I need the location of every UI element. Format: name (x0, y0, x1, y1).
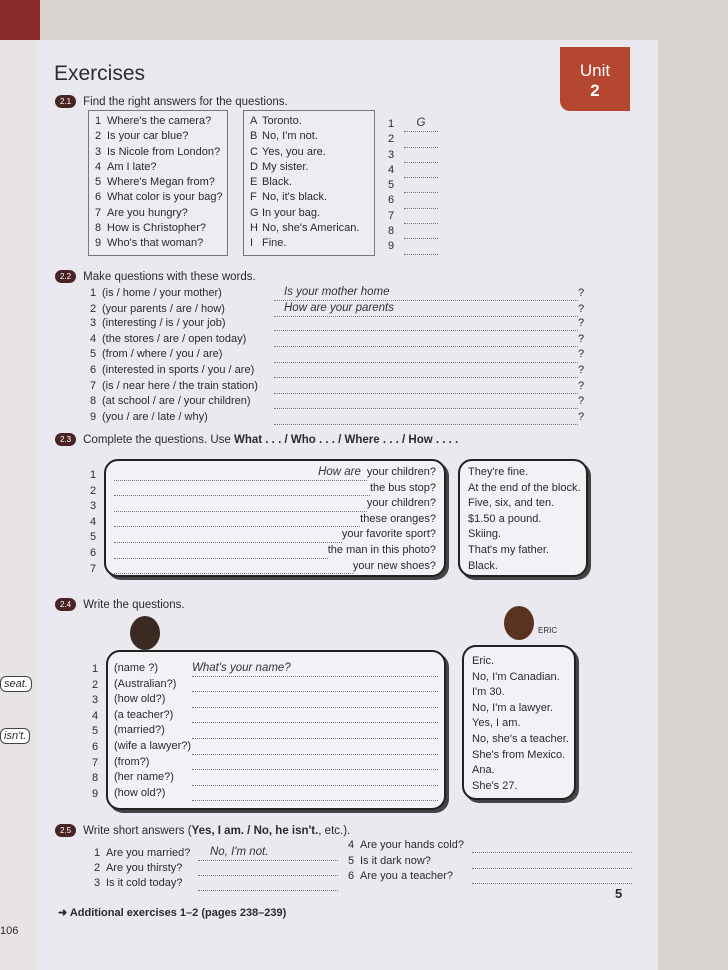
reply-text: No, I'm a lawyer. (472, 701, 553, 714)
prompt-text: (wife a lawyer?) (114, 739, 192, 752)
prompt-row (90, 363, 584, 379)
answer-text: In your bag. (262, 206, 321, 219)
line-number: 1 (92, 663, 99, 675)
prompt-row (90, 347, 584, 363)
answer-blank[interactable] (192, 739, 438, 755)
question-mark: ? (578, 317, 585, 330)
item-number: 4 (388, 163, 395, 176)
question-text: Is your car blue? (107, 130, 189, 143)
prompt-row (90, 285, 584, 301)
prompt-text: (at school / are / your children) (102, 395, 251, 408)
line-number: 5 (92, 725, 99, 738)
line-number: 6 (92, 740, 99, 753)
prompt-row (90, 332, 584, 348)
prompt-row (114, 786, 438, 802)
answer-letter: C (250, 145, 258, 158)
question-line (114, 559, 436, 575)
item-number: 1 (90, 287, 97, 299)
reply-text: Eric. (472, 655, 494, 667)
item-number: 3 (95, 145, 102, 158)
question-text: Are you thirsty? (106, 861, 183, 874)
question-line (114, 496, 436, 512)
match-row (388, 148, 438, 163)
answer-blank[interactable] (114, 496, 367, 512)
answer-blank[interactable]: No, I'm not. (198, 845, 338, 861)
answer-letter: E (250, 176, 258, 189)
reply-text: No, I'm Canadian. (472, 670, 560, 683)
instruction-tail: , etc.). (318, 824, 351, 837)
answer-blank[interactable] (472, 883, 632, 884)
answer-letter: F (250, 191, 257, 204)
prompt-text: (name ?) (114, 662, 159, 674)
reply-text: Ana. (472, 764, 495, 777)
question-mark: ? (578, 395, 585, 408)
instruction: Make questions with these words. (83, 270, 256, 283)
answer-blank[interactable]: What's your name? (192, 661, 438, 677)
answer-blank[interactable] (198, 890, 338, 891)
answer-blank[interactable] (192, 708, 438, 724)
instruction-bold: Yes, I am. / No, he isn't. (191, 824, 319, 837)
question-mark: ? (578, 410, 585, 423)
question-bubble (106, 650, 446, 810)
question-item (95, 129, 221, 144)
instruction: Write short answers ( (83, 824, 192, 837)
prompt-row (114, 755, 438, 771)
exercise-badge: 2.3 (55, 433, 76, 446)
instruction: Write the questions. (83, 598, 185, 611)
answer-blank[interactable]: G (404, 116, 438, 132)
question-item (95, 190, 221, 205)
question-item (95, 175, 221, 190)
prompt-text: (your parents / are / how) (102, 302, 225, 315)
answer-text: Black. (262, 176, 292, 189)
answer-blank[interactable] (404, 254, 438, 255)
reply-text: Black. (468, 559, 498, 572)
item-number: 5 (90, 348, 97, 361)
prompt-row (90, 394, 584, 410)
questions-box (88, 110, 228, 256)
prompt-row (114, 770, 438, 786)
reply-text: Skiing. (468, 528, 502, 541)
item-number: 4 (348, 839, 355, 851)
item-number: 2 (388, 133, 395, 146)
item-number: 1 (95, 115, 102, 127)
line-number: 6 (90, 546, 97, 559)
short-answers-col2 (348, 838, 632, 885)
item-number: 3 (94, 877, 101, 890)
question-ending: your children? (366, 466, 436, 478)
exercise-badge: 2.5 (55, 824, 76, 837)
prompt-text: (from / where / you / are) (102, 348, 223, 361)
question-mark: ? (578, 302, 585, 315)
instruction: Complete the questions. Use (83, 433, 234, 446)
reply-text: I'm 30. (472, 686, 505, 699)
answer-item (250, 145, 368, 160)
question-text: Is it cold today? (106, 877, 183, 890)
question-line (114, 512, 436, 528)
match-row (388, 132, 438, 147)
exercise-2-4 (55, 596, 185, 614)
prompt-text: (Australian?) (114, 677, 177, 690)
answer-letter: H (250, 222, 258, 235)
page-title: Exercises (54, 62, 146, 85)
short-answers-col1 (94, 845, 338, 892)
line-numbers (92, 662, 98, 802)
answer-blank[interactable]: How are (114, 465, 367, 481)
answer-item (250, 236, 368, 251)
match-row (388, 163, 438, 178)
reply-text: She's from Mexico. (472, 748, 566, 761)
question-item (95, 236, 221, 251)
left-page-number: 106 (0, 925, 19, 937)
answer-letter: G (250, 206, 259, 219)
match-row (388, 116, 438, 132)
answer-blank[interactable] (114, 512, 360, 528)
question-line (114, 527, 436, 543)
unit-label: Unit (579, 61, 611, 80)
item-number: 2 (94, 861, 101, 874)
page-number: 5 (615, 886, 623, 901)
answer-blank[interactable] (192, 786, 438, 802)
answer-blank[interactable] (114, 559, 353, 575)
item-number: 8 (388, 225, 395, 238)
exercise-badge: 2.2 (55, 270, 76, 283)
item-number: 8 (90, 395, 97, 408)
answer-letter: A (250, 115, 258, 127)
prompt-text: (married?) (114, 724, 165, 737)
item-number: 7 (90, 379, 97, 392)
answer-blank[interactable] (192, 677, 438, 693)
item-number: 3 (90, 317, 97, 330)
prompt-row (114, 708, 438, 724)
answer-text: Toronto. (262, 115, 302, 127)
question-item (95, 114, 221, 129)
prompt-text: (is / home / your mother) (102, 287, 222, 299)
exercise-badge: 2.4 (55, 598, 76, 611)
line-number: 9 (92, 787, 99, 800)
short-answer-row (348, 854, 632, 870)
short-answer-row (94, 845, 338, 861)
question-text: Are you married? (106, 847, 191, 859)
item-number: 3 (388, 148, 395, 161)
reply-text: That's my father. (468, 543, 549, 556)
line-number: 3 (92, 694, 99, 707)
matching-blanks (388, 116, 438, 255)
match-row (388, 239, 438, 254)
item-number: 5 (388, 179, 395, 192)
unit-number: 2 (590, 81, 600, 100)
prompt-row (90, 316, 584, 332)
reply-text: She's 27. (472, 779, 518, 792)
prompt-text: (the stores / are / open today) (102, 332, 247, 345)
item-number: 4 (90, 332, 97, 345)
question-mark: ? (578, 287, 585, 299)
prompt-row (114, 739, 438, 755)
answer-blank[interactable] (192, 723, 438, 739)
prompt-row (114, 661, 438, 677)
question-mark: ? (578, 379, 585, 392)
item-number: 6 (90, 363, 97, 376)
question-item (95, 160, 221, 175)
question-text: Are you a teacher? (360, 870, 453, 883)
item-number: 8 (95, 222, 102, 235)
match-row (388, 178, 438, 193)
answer-blank[interactable] (192, 770, 438, 786)
reply-text: $1.50 a pound. (468, 512, 542, 525)
question-ending: your children? (366, 497, 436, 510)
question-text: Is Nicole from London? (107, 145, 221, 158)
exercise-badge: 2.1 (55, 95, 76, 108)
woman-avatar-icon (130, 616, 160, 650)
item-number: 9 (95, 237, 102, 250)
exercise-2-1 (55, 93, 288, 111)
short-answer-row (94, 876, 338, 892)
left-page-fragment: seat. (0, 676, 32, 692)
answer-item (250, 190, 368, 205)
answer-blank[interactable] (114, 543, 328, 559)
question-line (114, 465, 436, 481)
prompt-row (114, 677, 438, 693)
answer-letter: B (250, 130, 258, 143)
prompt-text: (is / near here / the train station) (102, 379, 258, 392)
instruction-bold: What . . . / Who . . . / Where . . . / How . . . . (233, 433, 459, 446)
item-number: 6 (95, 191, 102, 204)
question-item (95, 145, 221, 160)
match-row (388, 224, 438, 239)
answer-blank[interactable] (192, 755, 438, 771)
item-number: 6 (388, 194, 395, 207)
question-item (95, 221, 221, 236)
line-numbers (90, 468, 96, 577)
answers-box (243, 110, 375, 256)
item-number: 1 (94, 847, 101, 859)
answer-item (250, 129, 368, 144)
additional-exercises-link: ➜ Additional exercises 1–2 (pages 238–239) (58, 907, 287, 919)
prompt-row (90, 410, 584, 426)
item-number: 6 (348, 870, 355, 883)
item-number: 2 (95, 130, 102, 143)
prompt-list (90, 285, 584, 425)
answer-text: Fine. (262, 237, 287, 250)
question-line (114, 543, 436, 559)
reply-bubble (462, 645, 576, 800)
answer-blank[interactable]: How are your parents (274, 301, 578, 317)
answer-item (250, 206, 368, 221)
line-number: 2 (92, 678, 99, 691)
match-row (388, 193, 438, 208)
prompt-row (90, 301, 584, 317)
question-text: Where's the camera? (107, 115, 212, 127)
exercise-2-3 (55, 431, 458, 449)
prompt-row (114, 723, 438, 739)
question-ending: your new shoes? (352, 559, 436, 572)
item-number: 4 (95, 160, 102, 173)
line-number: 7 (92, 756, 99, 769)
prompt-text: (from?) (114, 755, 150, 768)
question-bubble (104, 459, 446, 577)
line-number: 5 (90, 531, 97, 544)
instruction: Find the right answers for the questions. (83, 95, 288, 108)
answer-letter: D (250, 160, 258, 173)
line-number: 3 (90, 500, 97, 513)
reply-text: Five, six, and ten. (468, 497, 555, 510)
speaker-name: ERIC (538, 626, 558, 635)
question-ending: your favorite sport? (341, 528, 436, 541)
line-number: 4 (90, 515, 97, 528)
left-page-edge (0, 0, 40, 970)
exercise-2-2 (55, 268, 256, 286)
question-line (114, 481, 436, 497)
reply-text: No, she's a teacher. (472, 732, 569, 745)
answer-letter: I (250, 237, 254, 250)
line-number: 8 (92, 772, 99, 785)
short-answer-row (348, 869, 632, 885)
item-number: 1 (388, 118, 395, 130)
question-mark: ? (578, 363, 585, 376)
prompt-text: (her name?) (114, 771, 174, 784)
answer-text: Yes, you are. (262, 145, 326, 158)
left-page-fragment: isn't. (0, 728, 30, 744)
answer-item (250, 114, 368, 129)
reply-text: Yes, I am. (472, 717, 521, 730)
question-text: Where's Megan from? (107, 176, 215, 189)
question-mark: ? (578, 332, 585, 345)
question-ending: these oranges? (360, 512, 436, 525)
answer-item (250, 221, 368, 236)
item-number: 7 (95, 206, 102, 219)
prompt-text: (you / are / late / why) (102, 410, 208, 423)
item-number: 2 (90, 302, 97, 315)
reply-text: They're fine. (468, 466, 529, 478)
answer-item (250, 175, 368, 190)
answer-blank[interactable] (274, 424, 578, 425)
eric-avatar-icon (504, 606, 534, 640)
match-row (388, 209, 438, 224)
answer-blank[interactable] (192, 692, 438, 708)
question-text: Who's that woman? (107, 237, 204, 250)
answer-blank[interactable] (114, 527, 342, 543)
question-text: Are your hands cold? (360, 839, 464, 851)
exercise-2-5 (55, 822, 350, 840)
reply-bubble (458, 459, 588, 577)
answer-blank[interactable]: Is your mother home (274, 285, 578, 301)
unit-tab (560, 47, 630, 111)
item-number: 9 (90, 410, 97, 423)
question-text: Are you hungry? (107, 206, 188, 219)
question-item (95, 206, 221, 221)
answer-text: My sister. (262, 160, 309, 173)
prompt-text: (a teacher?) (114, 708, 174, 721)
question-text: How is Christopher? (107, 222, 207, 235)
short-answer-row (348, 838, 632, 854)
line-number: 7 (90, 562, 97, 575)
line-number: 1 (90, 469, 97, 481)
item-number: 5 (95, 176, 102, 189)
question-text: Is it dark now? (360, 854, 431, 867)
answer-text: No, she's American. (262, 222, 360, 235)
prompt-text: (how old?) (114, 693, 166, 706)
question-text: Am I late? (107, 160, 157, 173)
answer-text: No, I'm not. (262, 130, 318, 143)
question-mark: ? (578, 348, 585, 361)
reply-text: At the end of the block. (468, 481, 581, 494)
question-ending: the man in this photo? (327, 543, 436, 556)
short-answer-row (94, 861, 338, 877)
prompt-text: (interesting / is / your job) (102, 317, 226, 330)
question-ending: the bus stop? (369, 481, 436, 494)
answer-item (250, 160, 368, 175)
item-number: 7 (388, 209, 395, 222)
line-number: 4 (92, 709, 99, 722)
question-text: What color is your bag? (107, 191, 223, 204)
prompt-text: (how old?) (114, 786, 166, 799)
item-number: 5 (348, 854, 355, 867)
workbook-page (38, 40, 658, 970)
prompt-row (114, 692, 438, 708)
prompt-row (90, 379, 584, 395)
line-number: 2 (90, 484, 97, 497)
answer-text: No, it's black. (262, 191, 328, 204)
answer-blank[interactable] (114, 481, 370, 497)
item-number: 9 (388, 240, 395, 253)
prompt-text: (interested in sports / you / are) (102, 363, 255, 376)
